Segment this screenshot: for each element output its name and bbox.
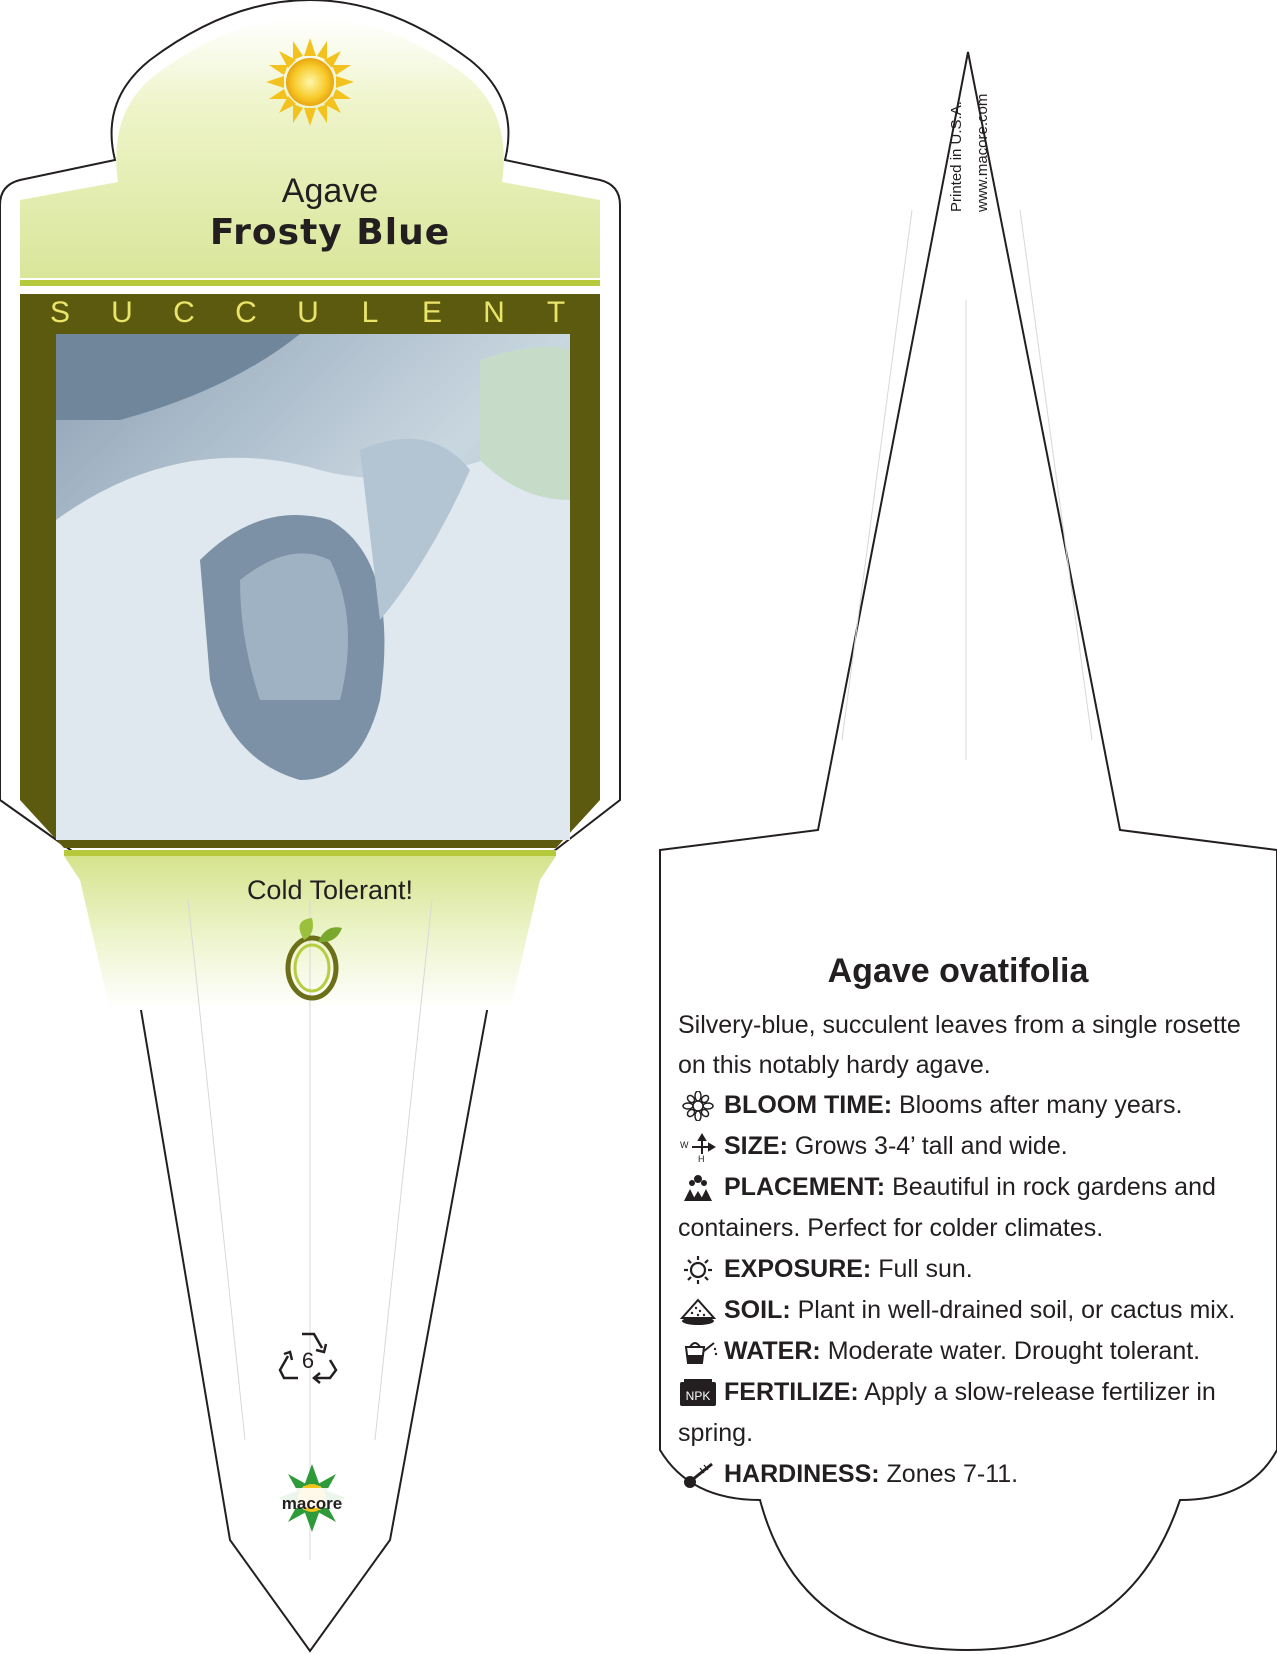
category-letter: U: [111, 296, 133, 329]
attribute-bloom-time: [678, 1085, 1268, 1126]
attribute-water: [678, 1331, 1268, 1372]
thermometer-icon: [678, 1460, 718, 1490]
printed-info: [944, 52, 991, 212]
attribute-label: HARDINESS:: [724, 1460, 880, 1488]
attribute-text: Zones 7-11.: [886, 1460, 1019, 1488]
attribute-text: Grows 3-4’ tall and wide.: [794, 1132, 1068, 1160]
agave-photo: [56, 334, 570, 840]
description: Silvery-blue, succulent leaves from a single rosette on this notably hardy agave.: [678, 1011, 1241, 1079]
attribute-text: Moderate water. Drought tolerant.: [827, 1337, 1201, 1365]
website: www.macore.com: [974, 93, 991, 212]
flower-icon: [678, 1091, 718, 1121]
brand-name: macore: [281, 1494, 343, 1513]
npk-icon: [678, 1378, 718, 1408]
recycle-number: 6: [301, 1348, 315, 1373]
attribute-text: Full sun.: [878, 1255, 973, 1283]
category-letter: N: [483, 296, 505, 329]
category-letter: U: [297, 296, 319, 329]
attribute-label: WATER:: [724, 1337, 821, 1365]
attribute-label: FERTILIZE:: [724, 1378, 859, 1406]
attribute-placement: [678, 1167, 1268, 1249]
attribute-text: Beautiful in rock gardens and containers. Perfect for colder climates.: [678, 1173, 1216, 1242]
attribute-label: SOIL:: [724, 1296, 791, 1324]
care-info: [678, 952, 1277, 1495]
sun-icon: [678, 1255, 718, 1285]
attribute-soil: [678, 1290, 1268, 1331]
attribute-label: BLOOM TIME:: [724, 1091, 893, 1119]
category-band: [48, 296, 568, 330]
size-w-letter: W: [680, 1140, 689, 1151]
attribute-label: EXPOSURE:: [724, 1255, 872, 1283]
category-letter: C: [173, 296, 195, 329]
printed-line: Printed in U.S.A.: [948, 101, 965, 212]
attribute-text: Plant in well-drained soil, or cactus mix.: [797, 1296, 1236, 1324]
botanical-name: Agave ovatifolia: [827, 952, 1089, 990]
attribute-label: SIZE:: [724, 1132, 788, 1160]
attribute-label: PLACEMENT:: [724, 1173, 886, 1201]
attribute-size: [678, 1126, 1268, 1167]
feature-text: Cold Tolerant!: [246, 875, 414, 905]
common-name: Agave: [281, 172, 379, 210]
cultivar-name: Frosty Blue: [209, 212, 451, 253]
size-h-letter: H: [698, 1154, 705, 1163]
npk-text: NPK: [685, 1389, 711, 1404]
size-icon: [678, 1132, 718, 1162]
category-letter: L: [361, 296, 379, 329]
attribute-fertilize: [678, 1372, 1268, 1454]
category-letter: T: [546, 296, 566, 329]
full-sun-icon: [266, 38, 354, 126]
attribute-hardiness: [678, 1454, 1268, 1495]
category-letter: S: [49, 296, 70, 329]
category-letter: E: [421, 296, 442, 329]
soil-icon: [678, 1296, 718, 1326]
attribute-text: Blooms after many years.: [898, 1091, 1183, 1119]
watering-can-icon: [678, 1337, 718, 1367]
attribute-text: Apply a slow-release fertilizer in spring.: [678, 1378, 1216, 1447]
category-letter: C: [235, 296, 257, 329]
placement-icon: [678, 1173, 718, 1203]
attribute-exposure: [678, 1249, 1268, 1290]
